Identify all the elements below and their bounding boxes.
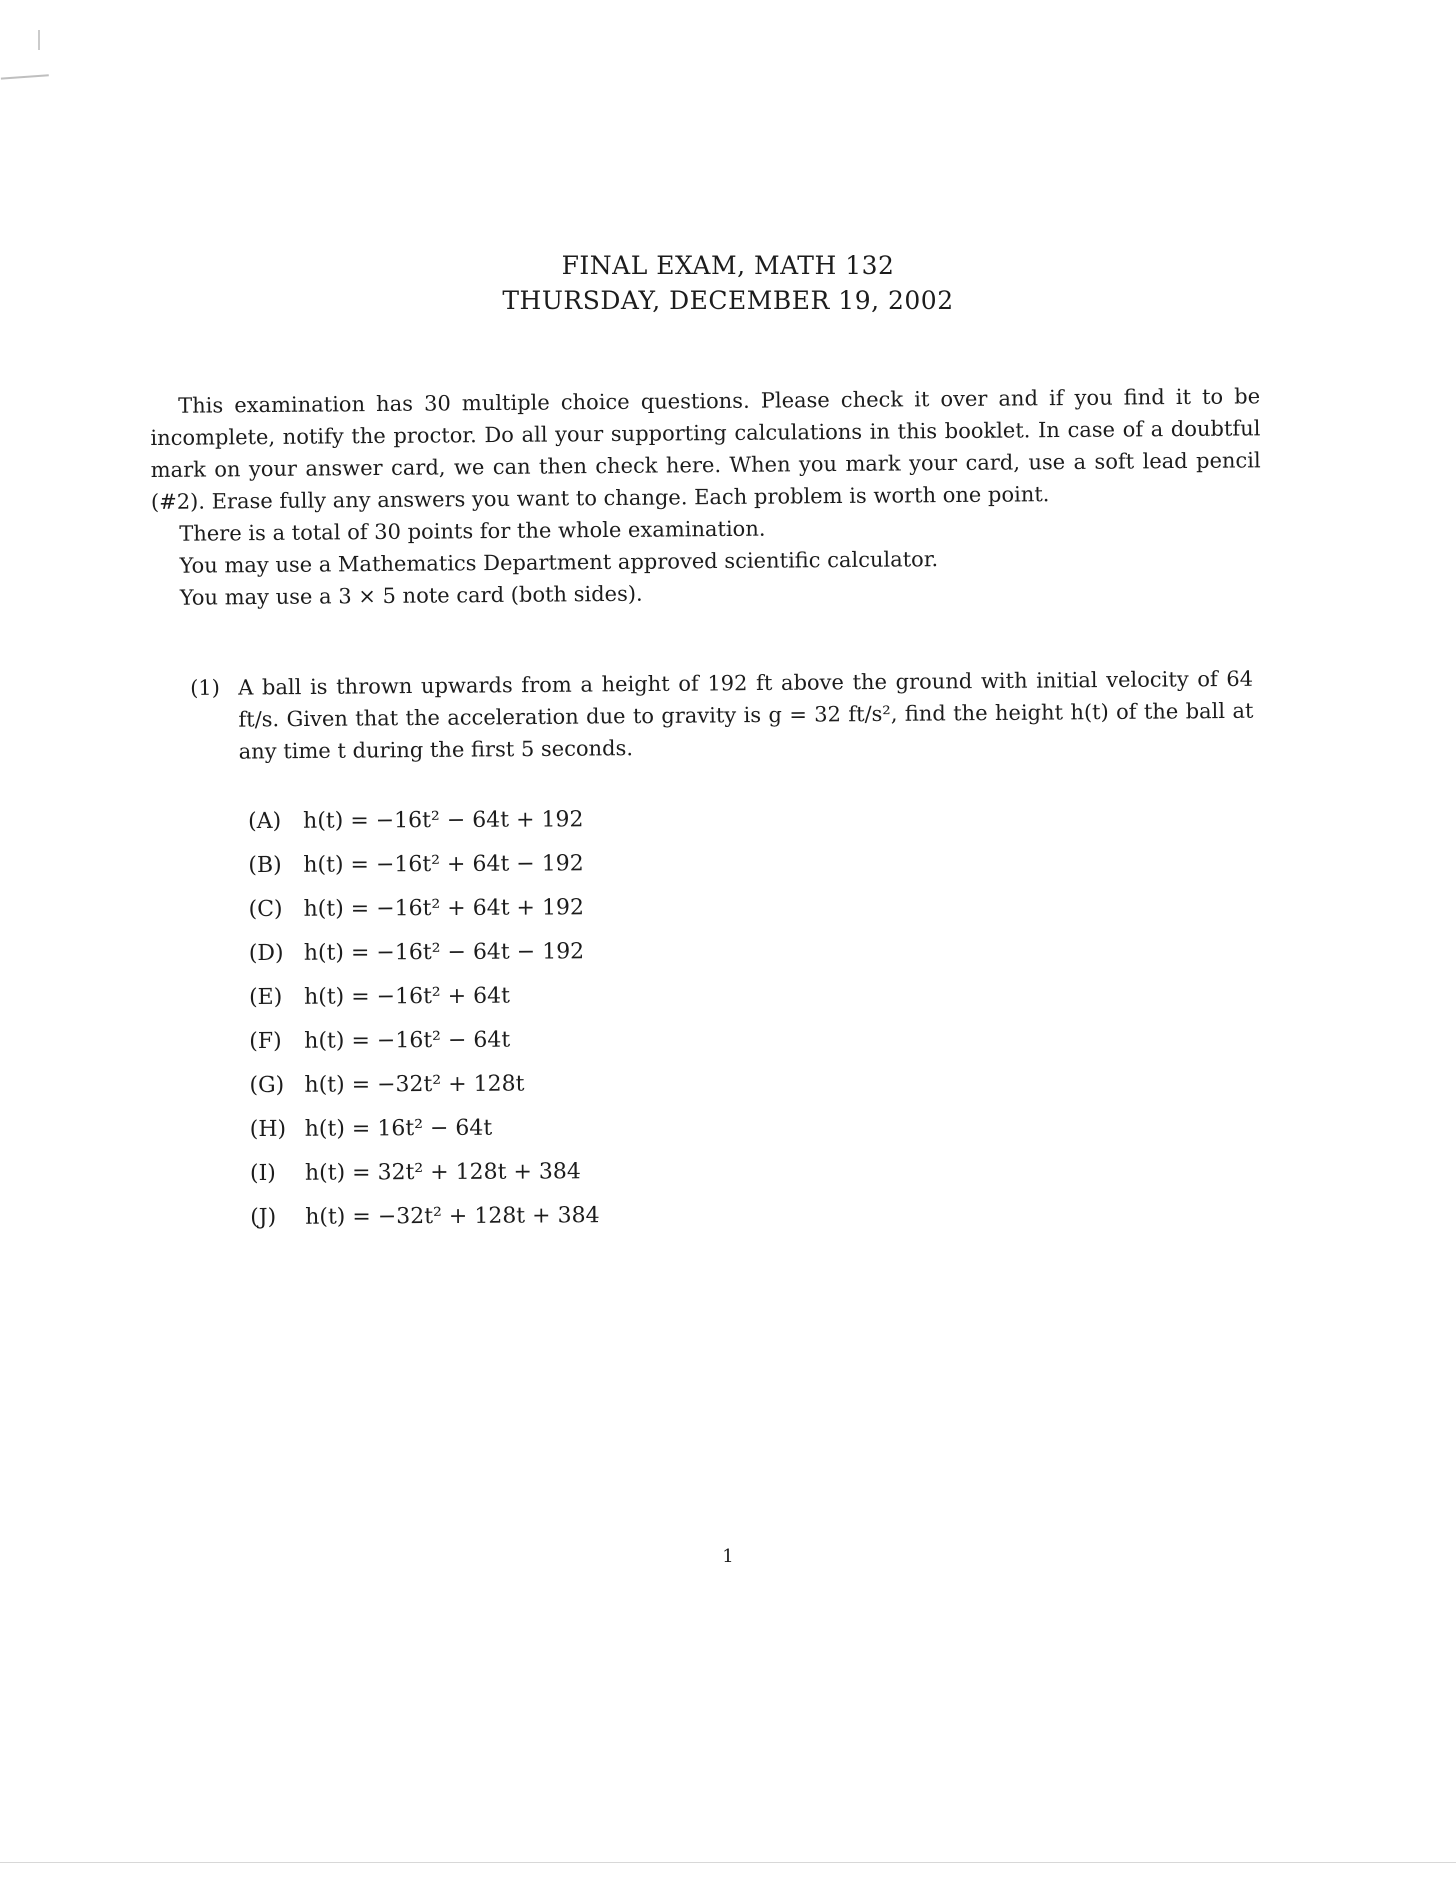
choice-formula: h(t) = 32t² + 128t + 384 xyxy=(304,1159,581,1186)
choice-formula: h(t) = −16t² + 64t − 192 xyxy=(303,851,584,878)
choice-d xyxy=(249,929,749,976)
question-1 xyxy=(190,663,1271,768)
calculator-line: You may use a Mathematics Department approved scientific calculator. xyxy=(179,547,939,578)
choice-letter: (D) xyxy=(248,940,284,966)
choice-i xyxy=(250,1149,750,1196)
choice-formula: h(t) = −32t² + 128t xyxy=(304,1071,525,1098)
total-points-line: There is a total of 30 points for the whole examination. xyxy=(179,516,766,546)
choice-letter: (I) xyxy=(249,1160,276,1186)
page-number: 1 xyxy=(722,1546,734,1567)
choice-letter: (F) xyxy=(249,1028,282,1054)
question-number: (1) xyxy=(190,675,220,700)
choice-letter: (C) xyxy=(248,896,283,922)
choice-letter: (B) xyxy=(248,852,282,878)
choice-formula: h(t) = 16t² − 64t xyxy=(304,1115,493,1142)
choice-letter: (G) xyxy=(249,1072,285,1098)
question-text: A ball is thrown upwards from a height of 192 ft above the ground with initial velocity of 64 ft/s. Given that the acceleration due to gravity is g = 32 ft/s², find the height h(t) of the ball at any time t during the first 5 seconds. xyxy=(238,666,1254,764)
choice-e xyxy=(249,973,749,1020)
choice-h xyxy=(250,1105,750,1152)
scan-artifact-tick xyxy=(38,30,40,50)
choice-j xyxy=(250,1193,750,1240)
choice-letter: (J) xyxy=(250,1204,277,1230)
choice-letter: (E) xyxy=(248,984,283,1010)
choice-formula: h(t) = −16t² − 64t − 192 xyxy=(303,939,585,966)
instructions-paragraph: This examination has 30 multiple choice questions. Please check it over and if you find it to be incomplete, notify the proctor. Do all your supporting calculations in this booklet. In case of a doubtful mark on your answer card, we can then check here. When you mark your card, use a soft lead pencil (#2). Erase fully any answers you want to change. Each problem is worth one point. xyxy=(150,384,1261,514)
exam-title-line-2: THURSDAY, DECEMBER 19, 2002 xyxy=(502,286,954,315)
choice-formula: h(t) = −32t² + 128t + 384 xyxy=(305,1203,600,1230)
exam-title xyxy=(0,248,1456,318)
choice-formula: h(t) = −16t² + 64t xyxy=(303,983,511,1010)
scan-bottom-edge xyxy=(0,1862,1456,1863)
answer-choices xyxy=(248,797,750,1240)
choice-b xyxy=(248,841,748,888)
instructions xyxy=(150,380,1262,614)
scan-artifact-mark xyxy=(0,50,49,79)
exam-title-line-1: FINAL EXAM, MATH 132 xyxy=(561,251,895,280)
choice-formula: h(t) = −16t² + 64t + 192 xyxy=(303,895,584,922)
choice-f xyxy=(249,1017,749,1064)
choice-a xyxy=(248,797,748,844)
choice-formula: h(t) = −16t² − 64t + 192 xyxy=(303,807,584,834)
choice-letter: (A) xyxy=(248,808,282,834)
choice-c xyxy=(248,885,748,932)
choice-letter: (H) xyxy=(249,1116,287,1142)
choice-g xyxy=(249,1061,749,1108)
note-card-line: You may use a 3 × 5 note card (both sides). xyxy=(179,581,643,610)
choice-formula: h(t) = −16t² − 64t xyxy=(304,1027,511,1054)
